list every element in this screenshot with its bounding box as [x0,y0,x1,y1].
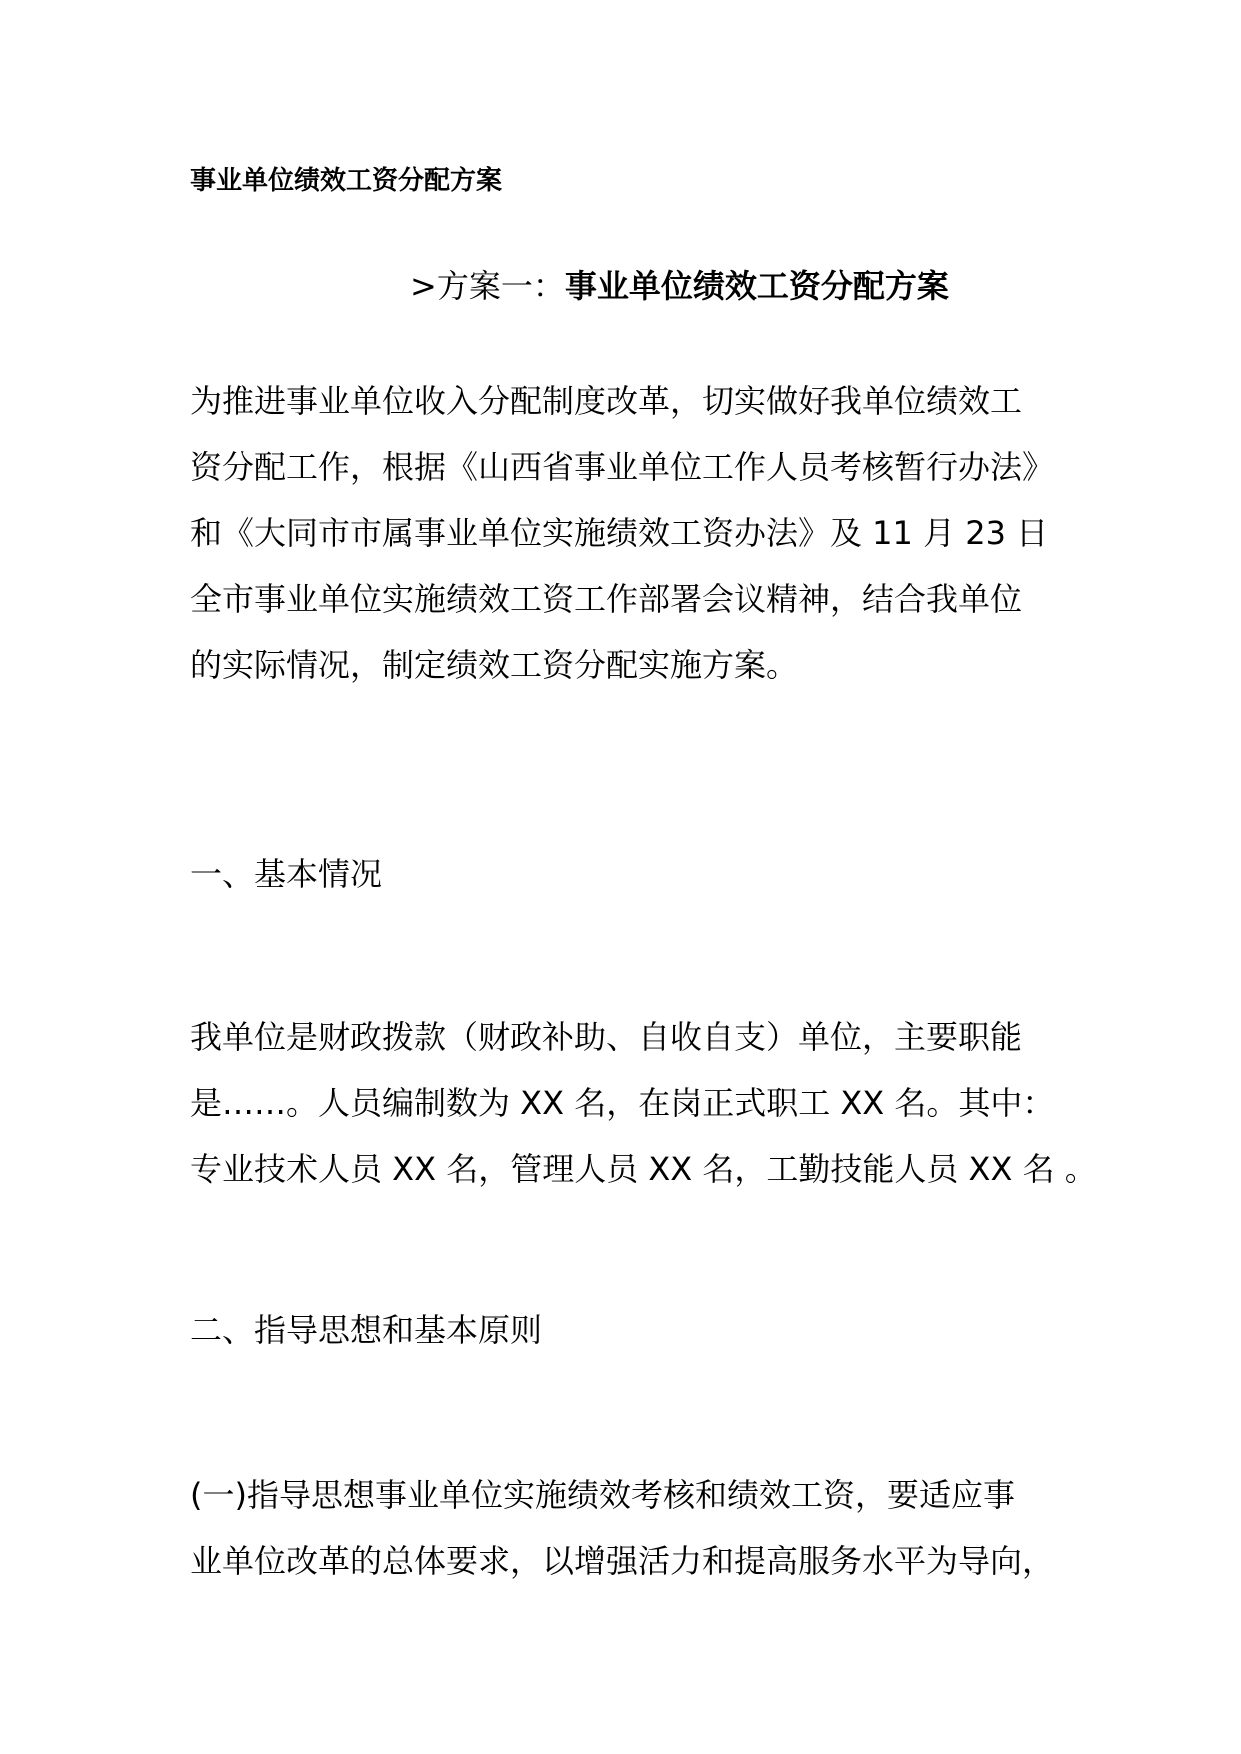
section-title-prefix: >方案一： [410,267,565,305]
basic-situation-paragraph [190,1004,1097,1202]
intro-paragraph [190,368,1060,698]
paragraph-line: 是……。人员编制数为 XX 名，在岗正式职工 XX 名。其中： [190,1084,1055,1122]
paragraph-line: 资分配工作，根据《山西省事业单位工作人员考核暂行办法》 [190,448,1055,486]
paragraph-line: 为推进事业单位收入分配制度改革，切实做好我单位绩效工 [190,382,1023,420]
paragraph-line: 我单位是财政拨款（财政补助、自收自支）单位，主要职能 [190,1018,1023,1056]
paragraph-line: 的实际情况，制定绩效工资分配实施方案。 [190,646,799,684]
section-title [410,264,949,308]
paragraph-line: 专业技术人员 XX 名，管理人员 XX 名，工勤技能人员 XX 名 。 [190,1150,1097,1188]
section-title-main: 事业单位绩效工资分配方案 [564,267,949,305]
paragraph-line: 业单位改革的总体要求，以增强活力和提高服务水平为导向， [190,1542,1055,1580]
paragraph-line: 和《大同市市属事业单位实施绩效工资办法》及 11 月 23 日 [190,514,1049,552]
document-header: 事业单位绩效工资分配方案 [190,166,503,196]
guiding-paragraph [190,1462,1060,1594]
heading-guiding-principles: 二、指导思想和基本原则 [190,1311,543,1349]
heading-basic-situation: 一、基本情况 [190,855,383,893]
paragraph-line: (一)指导思想事业单位实施绩效考核和绩效工资，要适应事 [190,1476,1015,1514]
paragraph-line: 全市事业单位实施绩效工资工作部署会议精神，结合我单位 [190,580,1023,618]
